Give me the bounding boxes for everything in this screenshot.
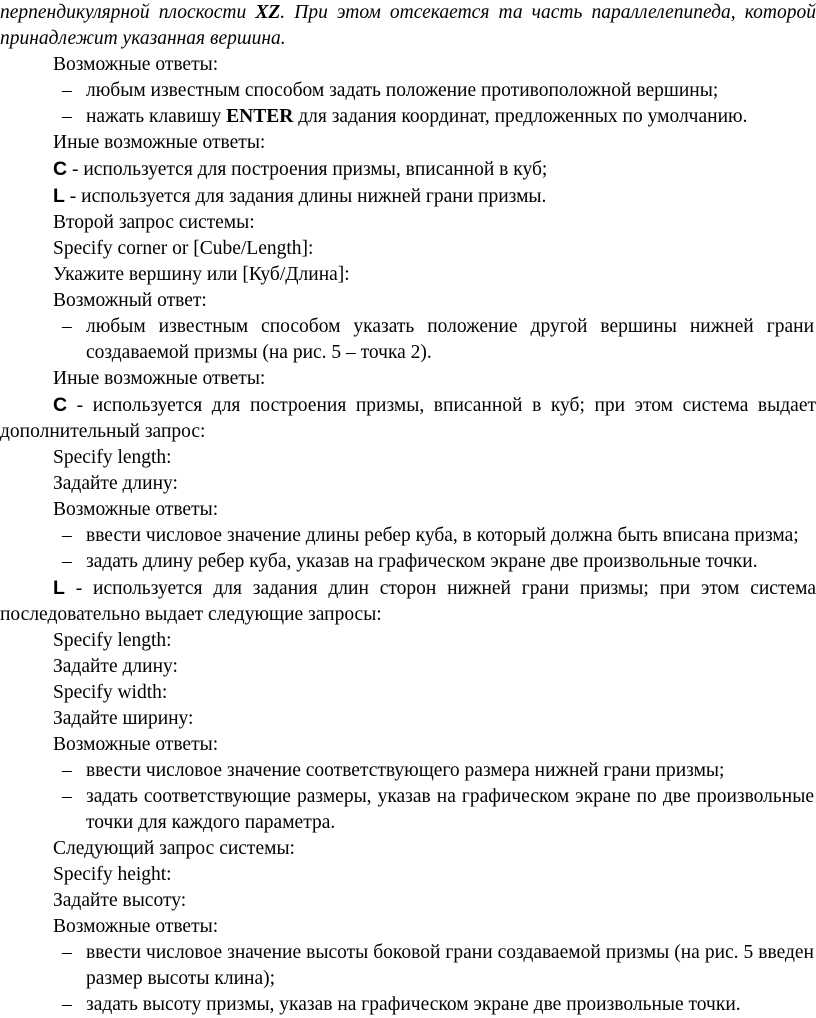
- system-request-heading: Следующий запрос системы:: [53, 838, 295, 859]
- prompt-english: Specify height:: [53, 864, 172, 885]
- list-item-text: любым известным способом задать положение противоположной вершины;: [86, 80, 719, 101]
- list-item: [0, 523, 816, 549]
- prompt-line: Specify length:: [53, 630, 172, 651]
- option-key: C: [53, 394, 68, 416]
- option-line: [0, 156, 816, 183]
- dash-marker: –: [62, 786, 72, 807]
- prompt-english: Specify length:: [53, 447, 172, 468]
- option-text: - используется для построения призмы, вписанной в куб; при этом система выдает дополнительный запрос:: [0, 395, 816, 442]
- answer-heading: Возможный ответ:: [53, 290, 207, 311]
- answers-heading: Возможные ответы:: [53, 499, 219, 520]
- option-paragraph: [0, 392, 816, 445]
- list-item-text: ввести числовое значение высоты боковой грани создаваемой призмы (на рис. 5 введен размер высоты клина);: [86, 942, 814, 989]
- option-text: - используется для задания длин сторон нижней грани призмы; при этом система последовательно выдает следующие запросы:: [0, 578, 816, 625]
- list-item: [0, 314, 816, 366]
- dash-marker: –: [62, 994, 72, 1015]
- list-item: [0, 758, 816, 784]
- other-answers-heading: Иные возможные ответы:: [53, 368, 266, 389]
- list-item: [0, 104, 816, 130]
- system-request-heading: Второй запрос системы:: [53, 212, 255, 233]
- answers-heading: Возможные ответы:: [53, 916, 219, 937]
- list-item: [0, 78, 816, 104]
- option-line: [0, 183, 816, 210]
- list-item-text: ввести числовое значение соответствующего размера нижней грани призмы;: [86, 760, 725, 781]
- answers-heading: Возможные ответы:: [53, 54, 219, 75]
- answers-heading: Возможные ответы:: [53, 734, 219, 755]
- intro-text: перпендикулярной плоскости: [0, 2, 256, 23]
- dash-marker: –: [62, 106, 72, 127]
- dash-marker: –: [62, 942, 72, 963]
- list-item-text: ввести числовое значение длины ребер куба, в который должна быть вписана призма;: [86, 525, 799, 546]
- list-item-text: задать соответствующие размеры, указав на графическом экране по две произвольные точки для каждого параметра.: [86, 786, 814, 833]
- option-text: - используется для задания длины нижней грани призмы.: [64, 186, 547, 207]
- other-answers-heading: Иные возможные ответы:: [53, 132, 266, 153]
- list-item-text: нажать клавишу: [86, 106, 227, 127]
- option-paragraph: [0, 575, 816, 628]
- dash-marker: –: [62, 760, 72, 781]
- prompt-russian: Задайте высоту:: [53, 890, 187, 911]
- list-item: [0, 992, 816, 1018]
- list-item-text: задать высоту призмы, указав на графическом экране две произвольные точки.: [86, 994, 741, 1015]
- prompt-line: Задайте ширину:: [53, 708, 194, 729]
- list-item-text: задать длину ребер куба, указав на графическом экране две произвольные точки.: [86, 551, 758, 572]
- prompt-english: Specify corner or [Cube/Length]:: [53, 238, 314, 259]
- prompt-russian: Укажите вершину или [Куб/Длина]:: [53, 264, 350, 285]
- list-item: [0, 784, 816, 836]
- prompt-russian: Задайте длину:: [53, 473, 178, 494]
- list-item-text-continued: для задания координат, предложенных по умолчанию.: [293, 106, 748, 127]
- key-name: ENTER: [226, 106, 294, 127]
- option-key: L: [53, 577, 65, 599]
- dash-marker: –: [62, 551, 72, 572]
- option-key: L: [53, 185, 65, 207]
- dash-marker: –: [62, 80, 72, 101]
- intro-axis-label: XZ: [255, 2, 281, 23]
- list-item-text: любым известным способом указать положение другой вершины нижней грани создаваемой призмы (на рис. 5 – точка 2).: [86, 316, 814, 363]
- list-item: [0, 940, 816, 992]
- intro-text-continued: . При этом отсекается та часть параллелепипеда, которой принадлежит указанная вершина.: [0, 2, 816, 49]
- option-text: - используется для построения призмы, вписанной в куб;: [67, 159, 548, 180]
- dash-marker: –: [62, 316, 72, 337]
- prompt-line: Задайте длину:: [53, 656, 178, 677]
- option-key: C: [53, 158, 68, 180]
- dash-marker: –: [62, 525, 72, 546]
- prompt-line: Specify width:: [53, 682, 168, 703]
- list-item: [0, 549, 816, 575]
- intro-paragraph: [0, 0, 816, 52]
